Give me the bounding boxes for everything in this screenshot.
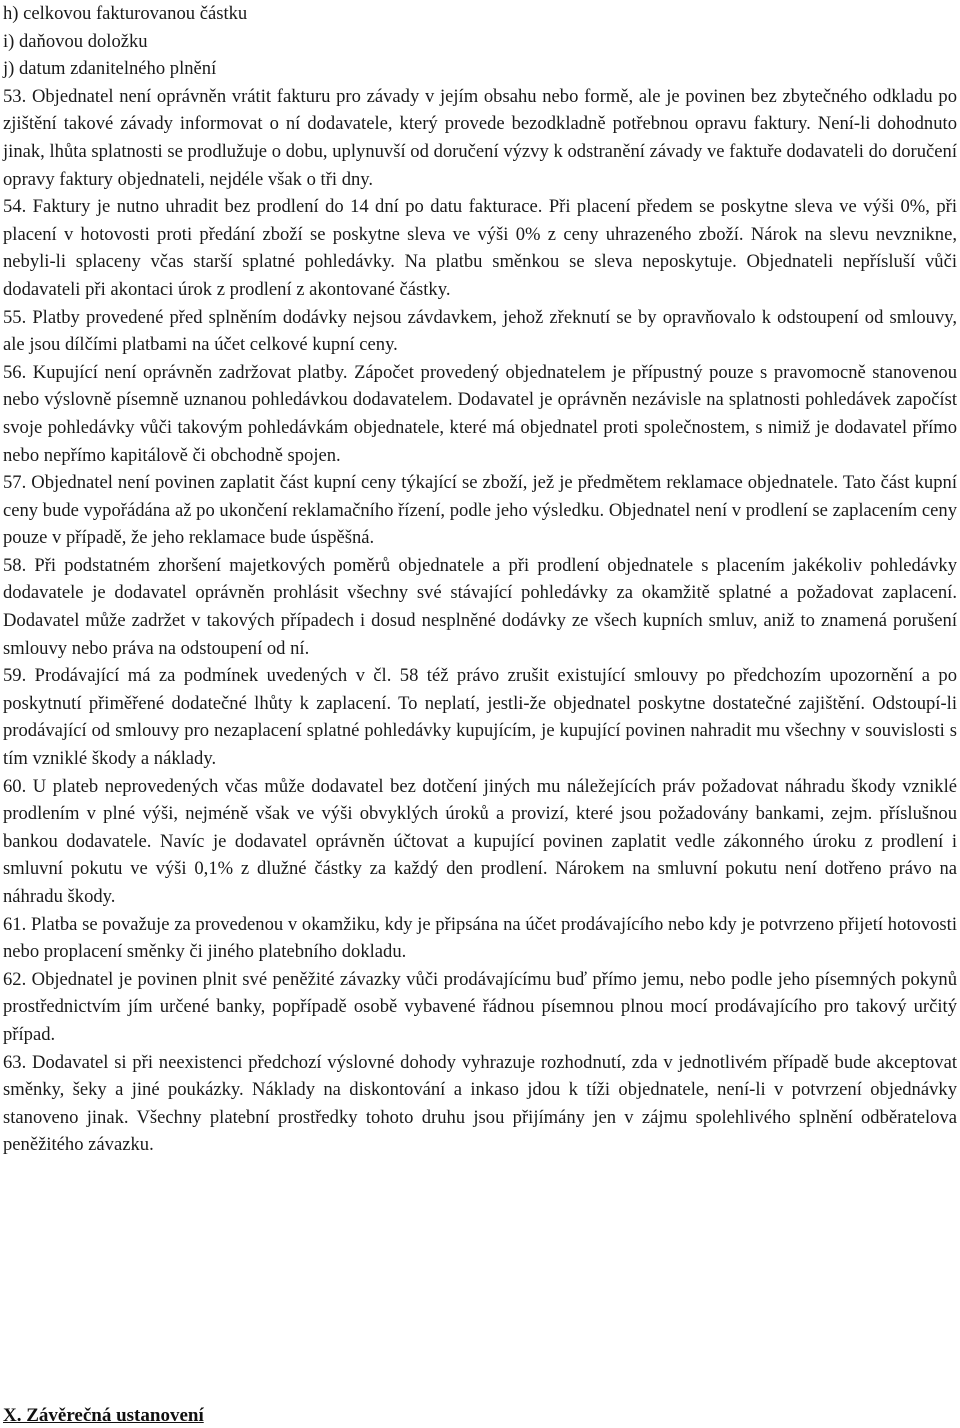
paragraph-57: 57. Objednatel není povinen zaplatit část kupní ceny týkající se zboží, jež je předmětem reklamace objednatele. Tato část kupní ceny bude vypořádána až po ukončení reklamačního řízení, podle jeho výsledku. Objednatel není v prodlení se zaplacením ceny pouze v případě, že jeho reklamace bude úspěšná.: [3, 472, 957, 549]
paragraph-56: 56. Kupující není oprávněn zadržovat platby. Zápočet provedený objednatelem je přípustný pouze s pravomocně stanovenou nebo výslovně písemně uznanou pohledávkou dodavatelem. Dodavatel je oprávněn nezávisle na splatnosti pohledávek započíst svoje pohledávky vůči takovým pohledávkám objednatele, které má objednatel proti společnostem, s nimiž je dodavatel přímo nebo nepřímo kapitálově či obchodně spojen.: [3, 361, 957, 466]
paragraph-59: 59. Prodávající má za podmínek uvedených v čl. 58 též právo zrušit existující smlouvy po předchozím upozornění a po poskytnutí přiměřené dodatečné lhůty k zaplacení. To neplatí, jestli-že objednatel poskytne dostatečné zajištění. Odstoupí-li prodávající od smlouvy pro nezaplacení splatné pohledávky kupujícím, je kupující povinen nahradit mu všechny v souvislosti s tím vzniklé škody a náklady.: [3, 665, 957, 770]
list-item-i: i) daňovou doložku: [3, 30, 148, 52]
paragraph-61: 61. Platba se považuje za provedenou v okamžiku, kdy je připsána na účet prodávajícího nebo kdy je potvrzeno přijetí hotovosti nebo proplacení směnky či jiného platebního dokladu.: [3, 913, 957, 963]
paragraph-53: 53. Objednatel není oprávněn vrátit fakturu pro závady v jejím obsahu nebo formě, ale je povinen bez zbytečného odkladu po zjištění takové závady informovat o ní dodavatele, který provede bezodkladně potřebnou opravu faktury. Není-li dohodnuto jinak, lhůta splatnosti se prodlužuje o dobu, uplynuvší od doručení výzvy k odstranění závady ve faktuře dodavateli do doručení opravy faktury objednateli, nejdéle však o tři dny.: [3, 85, 957, 190]
paragraph-62: 62. Objednatel je povinen plnit své peněžité závazky vůči prodávajícímu buď přímo jemu, nebo podle jeho písemných pokynů prostřednictvím jím určené banky, popřípadě osobě vybavené řádnou písemnou plnou mocí prodávajícího pro takový určitý případ.: [3, 968, 957, 1045]
paragraph-55: 55. Platby provedené před splněním dodávky nejsou závdavkem, jehož zřeknutí se by opravňovalo k odstoupení od smlouvy, ale jsou dílčími platbami na účet celkové kupní ceny.: [3, 306, 957, 356]
list-item-j: j) datum zdanitelného plnění: [3, 58, 217, 80]
document-body: [3, 0, 957, 1159]
paragraph-54: 54. Faktury je nutno uhradit bez prodlení do 14 dní po datu fakturace. Při placení předem se poskytne sleva ve výši 0%, při placení v hotovosti proti předání zboží se poskytne sleva ve výši 0% z ceny uhrazeného zboží. Nárok na slevu nevznikne, nebyli-li splaceny včas starší splatné pohledávky. Na platbu směnkou se sleva neposkytuje. Objednateli nepřísluší vůči dodavateli při akontaci úrok z prodlení z akontované částky.: [3, 196, 957, 300]
list-item-h: h) celkovou fakturovanou částku: [3, 3, 248, 24]
paragraph-58: 58. Při podstatném zhoršení majetkových poměrů objednatele a při prodlení objednatele s placením jakékoliv pohledávky dodavatele je dodavatel oprávněn prohlásit všechny své stávající pohledávky za okamžitě splatné a požadovat zaplacení. Dodavatel může zadržet v takových případech i dosud nesplněné dodávky ze všech kupních smluv, aniž to znamená porušení smlouvy nebo práva na odstoupení od ní.: [3, 554, 957, 659]
paragraph-63: 63. Dodavatel si při neexistenci předchozí výslovné dohody vyhrazuje rozhodnutí, zda v jednotlivém případě bude akceptovat směnky, šeky a jiné poukázky. Náklady na diskontování a inkaso jdou k tíži objednatele, není-li v potvrzení objednávky stanoveno jinak. Všechny platební prostředky tohoto druhu jsou přijímány jen v zájmu spolehlivého splnění odběratelova peněžitého závazku.: [3, 1051, 957, 1156]
paragraph-60: 60. U plateb neprovedených včas může dodavatel bez dotčení jiných mu náležejících práv požadovat náhradu škody vzniklé prodlením v plné výši, nejméně však ve výši obvyklých úroků a provizí, které jsou požadovány bankami, zejm. příslušnou bankou dodavatele. Navíc je dodavatel oprávněn účtovat a kupující povinen zaplatit vedle zákonného úroku z prodlení i smluvní pokutu ve výši 0,1% z dlužné částky za každý den prodlení. Nárokem na smluvní pokutu není dotřeno právo na náhradu škody.: [3, 775, 957, 907]
section-heading: X. Závěrečná ustanovení: [3, 1405, 204, 1426]
